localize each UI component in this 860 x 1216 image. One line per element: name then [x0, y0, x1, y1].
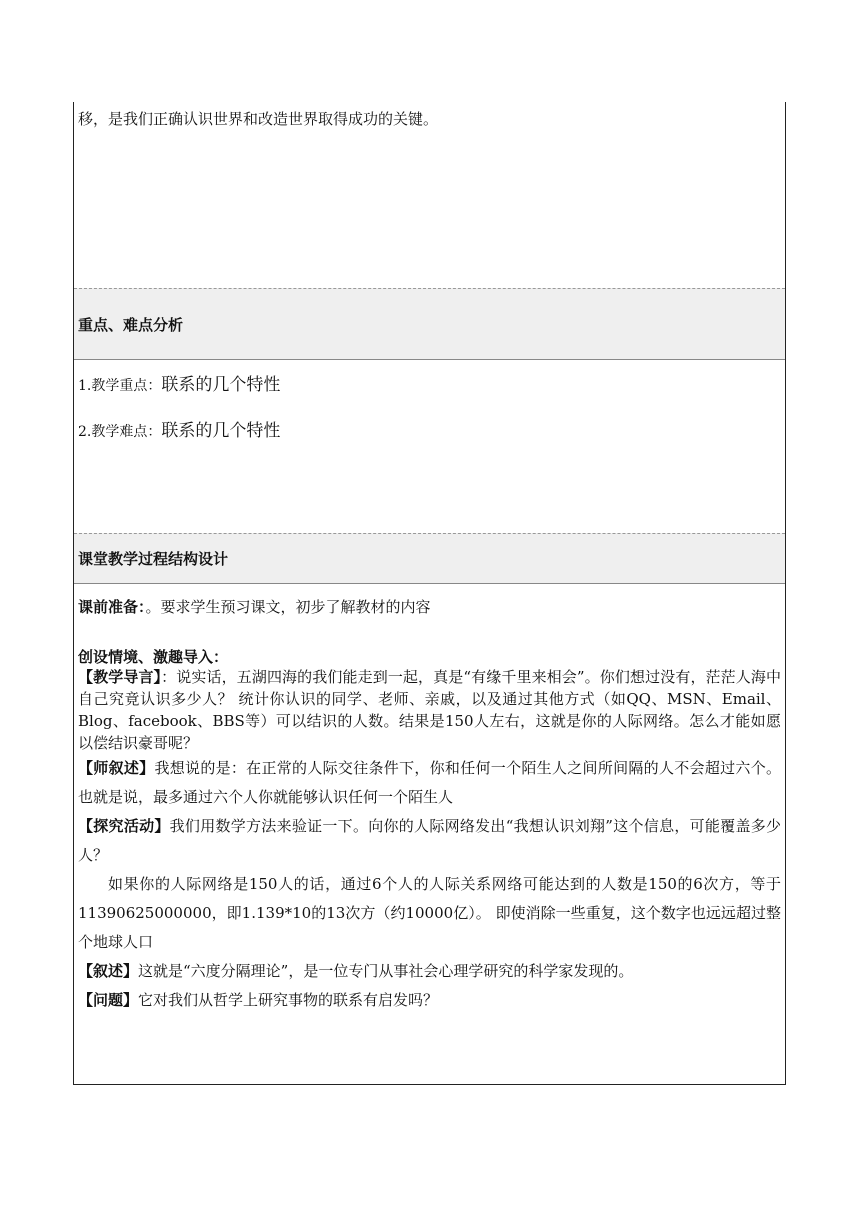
paragraph-text: 我们用数学方法来验证一下。向你的人际网络发出“我想认识刘翔”这个信息，可能覆盖多少人？ [78, 817, 781, 864]
key-points-title: 重点、难点分析 [78, 315, 184, 334]
paragraph-tag: 【叙述】 [78, 962, 139, 980]
paragraph-tag: 【师叙述】 [78, 759, 155, 777]
key-point-label: 1.教学重点： [78, 378, 162, 394]
continued-text: 移，是我们正确认识世界和改造世界取得成功的关键。 [78, 110, 439, 128]
paragraph-tag: 【教学导言】 [78, 668, 162, 686]
difficulty-point-label: 2.教学难点： [78, 424, 162, 440]
process-cell [74, 584, 785, 1085]
paragraph-text: 这就是“六度分隔理论”，是一位专门从事社会心理学研究的科学家发现的。 [138, 962, 634, 980]
difficulty-point-row [78, 420, 781, 466]
paragraph-tag: 【探究活动】 [78, 817, 170, 835]
key-points-cell [74, 360, 785, 533]
paragraph-text: ：说实话，五湖四海的我们能走到一起，真是“有缘千里来相会”。你们想过没有，茫茫人海中自己究竟认识多少人？ 统计你认识的同学、老师、亲戚，以及通过其他方式（如QQ、MSN、Email、Blog、facebook、BBS等）可以结识的人数。结果是150人左右，这就是你的人际网络。怎么才能如愿以偿结识豪哥呢？ [78, 668, 781, 752]
key-point-row [78, 374, 781, 420]
intro-section-title: 创设情境、激趣导入： [78, 648, 229, 666]
paragraph-tag: 【问题】 [78, 991, 139, 1009]
paragraph-calculation [78, 870, 781, 957]
paragraph-question [78, 986, 781, 1015]
paragraph-narration [78, 957, 781, 986]
process-header [74, 533, 785, 584]
paragraph-intro [78, 666, 781, 754]
process-title: 课堂教学过程结构设计 [78, 550, 229, 568]
key-point-value: 联系的几个特性 [161, 375, 281, 395]
paragraph-explore [78, 812, 781, 870]
paragraph-text: 它对我们从哲学上研究事物的联系有启发吗？ [138, 991, 439, 1009]
prep-text: 。要求学生预习课文，初步了解教材的内容 [145, 598, 431, 616]
prep-label: 课前准备： [78, 598, 146, 616]
lesson-plan-table [73, 102, 786, 1085]
paragraph-text: 我想说的是：在正常的人际交往条件下，你和任何一个陌生人之间所间隔的人不会超过六个。也就是说，最多通过六个人你就能够认识任何一个陌生人 [78, 759, 781, 806]
difficulty-point-value: 联系的几个特性 [161, 421, 281, 441]
prep-line [78, 596, 781, 618]
paragraph-teacher [78, 754, 781, 812]
paragraph-text: 如果你的人际网络是150人的话，通过6个人的人际关系网络可能达到的人数是150的6次方，等于11390625000000，即1.139*10的13次方（约10000亿）。 即使消除一些重复，这个数字也远远超过整个地球人口 [78, 875, 781, 951]
key-points-header [74, 288, 785, 360]
previous-content-cell [74, 102, 785, 288]
